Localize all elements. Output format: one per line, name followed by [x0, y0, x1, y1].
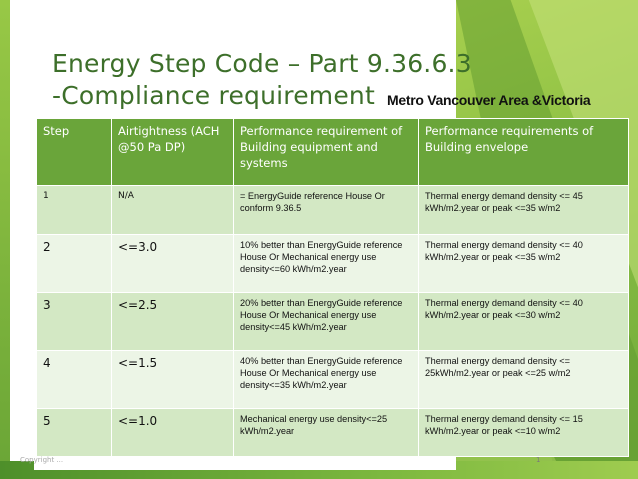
cell-step: 2: [37, 235, 112, 293]
footer-page-number: 1: [536, 456, 541, 464]
cell-equipment: = EnergyGuide reference House Or conform 9.36.5: [234, 186, 419, 235]
cell-envelope: Thermal energy demand density <= 40 kWh/m2.year or peak <=35 w/m2: [419, 235, 629, 293]
left-accent-bar: [0, 0, 10, 479]
cell-envelope: Thermal energy demand density <= 45 kWh/m2.year or peak <=35 w/m2: [419, 186, 629, 235]
region-tag: Metro Vancouver Area &Victoria: [387, 92, 591, 108]
cell-equipment: 40% better than EnergyGuide reference House Or Mechanical energy use density<=35 kWh/m2.year: [234, 351, 419, 409]
cell-step: 4: [37, 351, 112, 409]
table-row: [37, 186, 629, 235]
header-step: Step: [37, 119, 112, 186]
header-airtightness: Airtightness (ACH @50 Pa DP): [112, 119, 234, 186]
step-code-table: [36, 118, 629, 457]
header-equipment-performance: Performance requirement of Building equipment and systems: [234, 119, 419, 186]
cell-airtightness: <=1.5: [112, 351, 234, 409]
header-envelope-performance: Performance requirements of Building envelope: [419, 119, 629, 186]
table-row: [37, 409, 629, 457]
table-header-row: [37, 119, 629, 186]
cell-step: 5: [37, 409, 112, 457]
table-row: [37, 235, 629, 293]
cell-envelope: Thermal energy demand density <= 15 kWh/m2.year or peak <=10 w/m2: [419, 409, 629, 457]
title-line-2: -Compliance requirement: [52, 81, 375, 110]
table-row: [37, 351, 629, 409]
cell-equipment: 20% better than EnergyGuide reference House Or Mechanical energy use density<=45 kWh/m2.year: [234, 293, 419, 351]
cell-airtightness: <=1.0: [112, 409, 234, 457]
cell-equipment: Mechanical energy use density<=25 kWh/m2.year: [234, 409, 419, 457]
cell-step: 1: [37, 186, 112, 235]
cell-airtightness: <=2.5: [112, 293, 234, 351]
cell-equipment: 10% better than EnergyGuide reference House Or Mechanical energy use density<=60 kWh/m2.year: [234, 235, 419, 293]
cell-envelope: Thermal energy demand density <= 40 kWh/m2.year or peak <=30 w/m2: [419, 293, 629, 351]
footer-copyright: Copyright ...: [20, 456, 64, 464]
table-row: [37, 293, 629, 351]
cell-envelope: Thermal energy demand density <= 25kWh/m2.year or peak <=25 w/m2: [419, 351, 629, 409]
cell-airtightness: N/A: [112, 186, 234, 235]
title-line-1: Energy Step Code – Part 9.36.6.3: [52, 49, 472, 78]
cell-step: 3: [37, 293, 112, 351]
cell-airtightness: <=3.0: [112, 235, 234, 293]
